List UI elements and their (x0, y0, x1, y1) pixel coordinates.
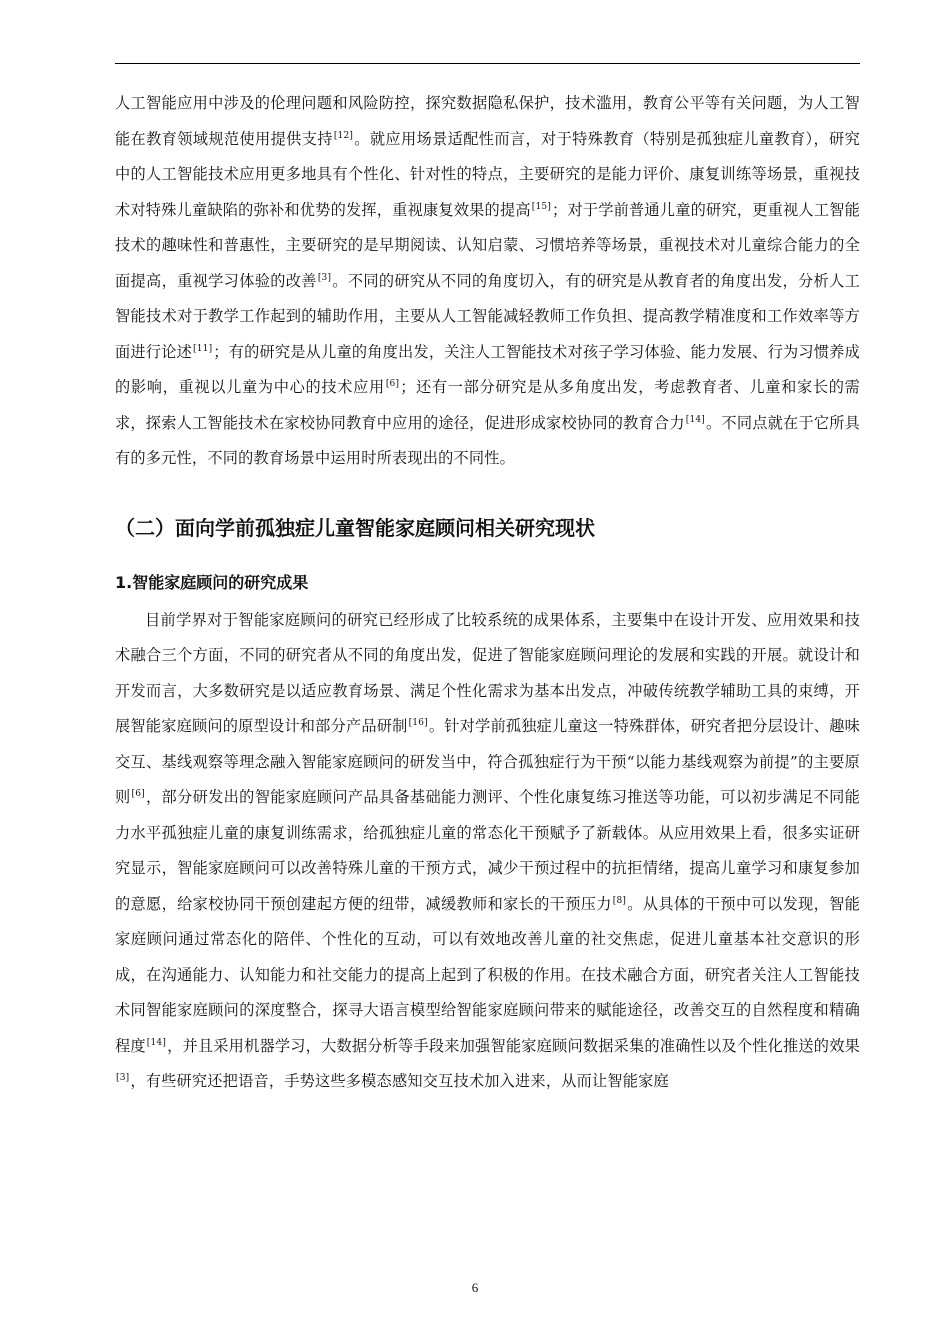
citation-ref: [15] (531, 201, 552, 212)
citation-ref: [8] (612, 895, 627, 906)
citation-ref: [6] (385, 379, 400, 389)
page-content (115, 86, 860, 1100)
body-paragraph-2: 目前学界对于智能家庭顾问的研究已经形成了比较系统的成果体系，主要集中在设计开发、应用效果和技术融合三个方面，不同的研究者从不同的角度出发，促进了智能家庭顾问理论的发展和实践的开展。就设计和开发而言，大多数研究是以适应教育场景、满足个性化需求为基本出发点，冲破传统教学辅助工具的束缚，开展智能家庭顾问的原型设计和部分产品研制[16]。针对学前孤独症儿童这一特殊群体，研究者把分层设计、趣味交互、基线观察等理念融入智能家庭顾问的研发当中，符合孤独症行为干预“以能力基线观察为前提”的主要原则[6]，部分研发出的智能家庭顾问产品具备基础能力测评、个性化康复练习推送等功能，可以初步满足不同能力水平孤独症儿童的康复训练需求，给孤独症儿童的常态化干预赋予了新载体。从应用效果上看，很多实证研究显示，智能家庭顾问可以改善特殊儿童的干预方式，减少干预过程中的抗拒情绪，提高儿童学习和康复参加的意愿，给家校协同干预创建起方便的纽带，减缓教师和家长的干预压力[8]。从具体的干预中可以发现，智能家庭顾问通过常态化的陪伴、个性化的互动，可以有效地改善儿童的社交焦虑，促进儿童基本社交意识的形成，在沟通能力、认知能力和社交能力的提高上起到了积极的作用。在技术融合方面，研究者关注人工智能技术同智能家庭顾问的深度整合，探寻大语言模型给智能家庭顾问带来的赋能途径，改善交互的自然程度和精确程度[14]，并且采用机器学习，大数据分析等手段来加强智能家庭顾问数据采集的准确性以及个性化推送的效果[3]，有些研究还把语音，手势这些多模态感知交互技术加入进来，从而让智能家庭 (115, 610, 861, 1090)
citation-ref: [3] (317, 272, 332, 283)
subsection-heading: 1.智能家庭顾问的研究成果 (115, 572, 309, 592)
citation-ref: [6] (131, 789, 145, 799)
citation-ref: [14] (146, 1037, 167, 1048)
body-paragraph-1: 人工智能应用中涉及的伦理问题和风险防控，探究数据隐私保护，技术滥用，教育公平等有关问题，为人工智能在教育领域规范使用提供支持[12]。就应用场景适配性而言，对于特殊教育（特别是孤独症儿童教育），研究中的人工智能技术应用更多地具有个性化、针对性的特点，主要研究的是能力评价、康复训练等场景，重视技术对特殊儿童缺陷的弥补和优势的发挥，重视康复效果的提高[15]；对于学前普通儿童的研究，更重视人工智能技术的趣味性和普惠性，主要研究的是早期阅读、认知启蒙、习惯培养等场景，重视技术对儿童综合能力的全面提高，重视学习体验的改善[3]。不同的研究从不同的角度切入，有的研究是从教育者的角度出发，分析人工智能技术对于教学工作起到的辅助作用，主要从人工智能减轻教师工作负担、提高教学精准度和工作效率等方面进行论述[11]；有的研究是从儿童的角度出发，关注人工智能技术对孩子学习体验、能力发展、行为习惯养成的影响，重视以儿童为中心的技术应用[6]；还有一部分研究是从多角度出发，考虑教育者、儿童和家长的需求，探索人工智能技术在家校协同教育中应用的途径，促进形成家校协同的教育合力[14]。不同点就在于它所具有的多元性，不同的教育场景中运用时所表现出的不同性。 (115, 94, 861, 467)
section-heading: （二）面向学前孤独症儿童智能家庭顾问相关研究现状 (115, 515, 595, 540)
citation-ref: [11] (193, 343, 213, 354)
page-number: 6 (471, 1280, 479, 1295)
citation-ref: [16] (408, 718, 428, 728)
citation-ref: [12] (333, 130, 354, 141)
header-rule (115, 63, 860, 64)
citation-ref: [3] (116, 1073, 130, 1083)
citation-ref: [14] (685, 414, 706, 425)
